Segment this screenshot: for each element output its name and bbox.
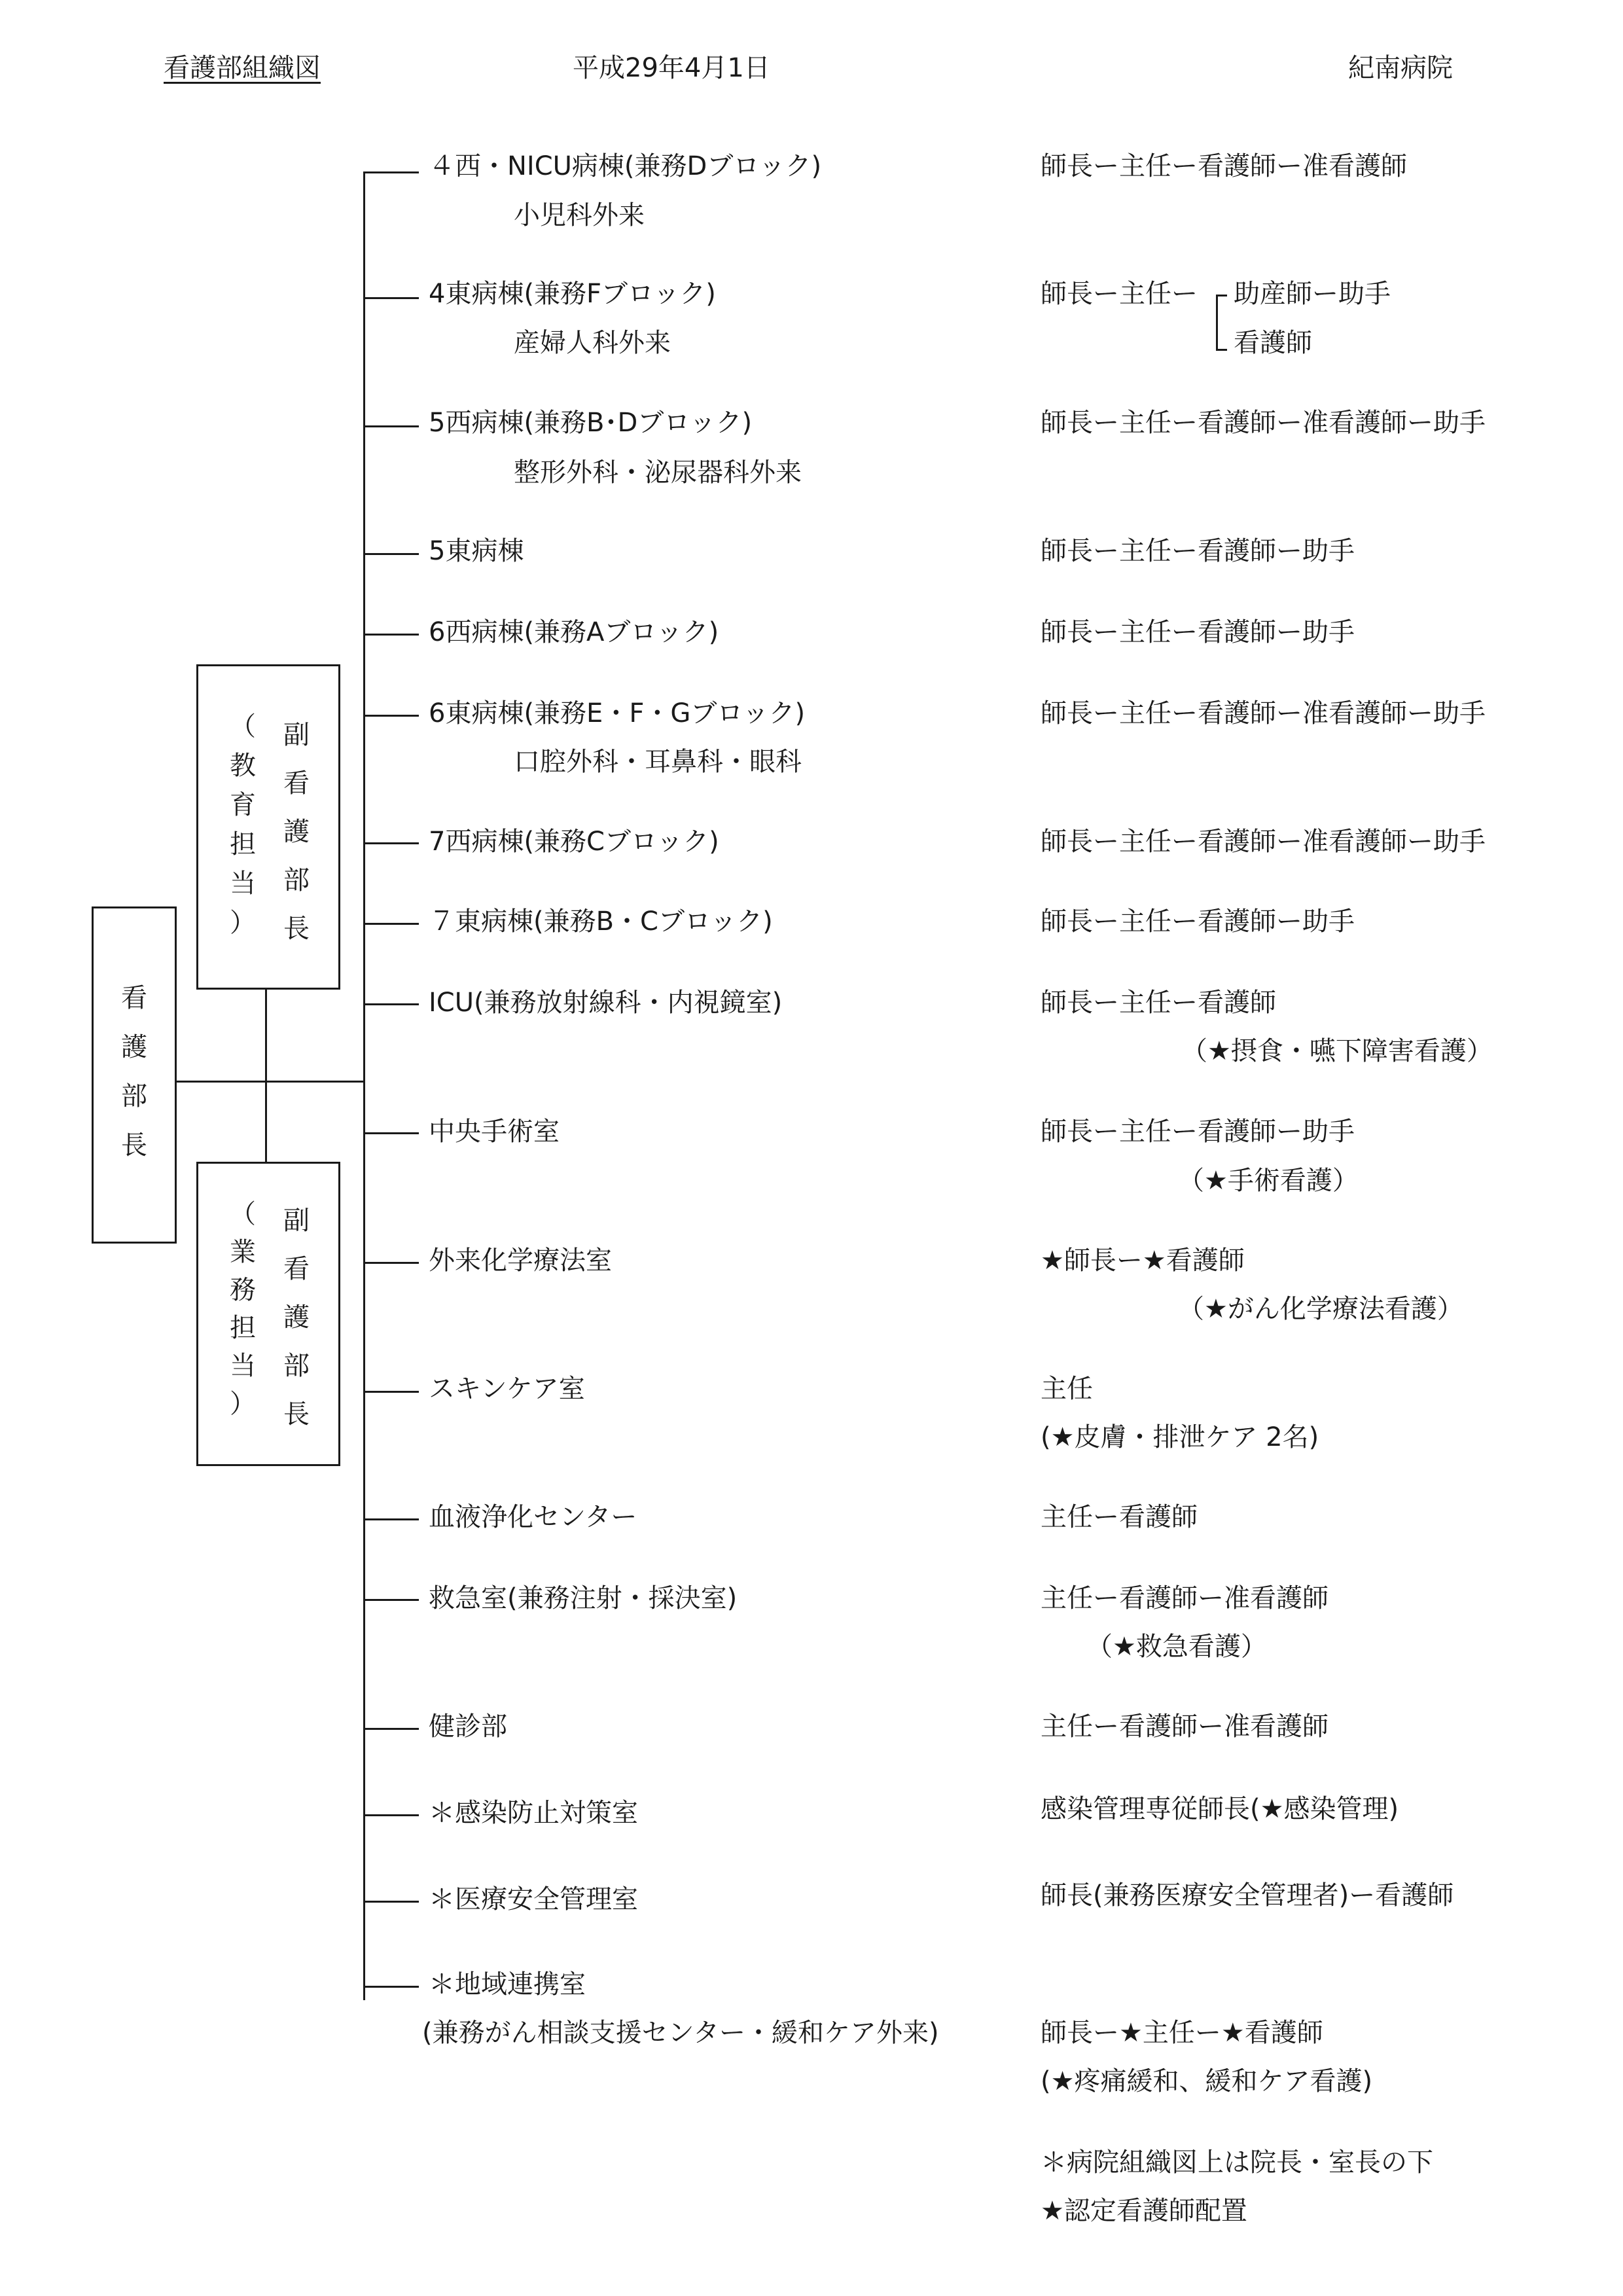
unit-staff: 主任: [1041, 1374, 1093, 1404]
unit-staff: 師長(兼務医療安全管理者)ー看護師: [1041, 1880, 1454, 1910]
chart-title: 看護部組織図: [164, 53, 321, 83]
unit-staff: 師長ー主任ー看護師ー准看護師ー助手: [1041, 698, 1486, 728]
branch-line: [363, 842, 419, 844]
unit-staff: 師長ー主任ー看護師ー助手: [1041, 536, 1355, 566]
branch-line: [363, 1814, 419, 1816]
unit-name: 健診部: [429, 1712, 507, 1742]
unit-sub: 口腔外科・耳鼻科・眼科: [514, 747, 802, 777]
unit-staff: 師長ー主任ー看護師ー助手: [1041, 906, 1355, 937]
unit-name: ＊地域連携室: [429, 1969, 586, 2000]
unit-name: ７東病棟(兼務B・Cブロック): [429, 906, 773, 937]
unit-name: ４西・NICU病棟(兼務Dブロック): [429, 151, 822, 181]
unit-name: 4東病棟(兼務Fブロック): [429, 279, 716, 309]
branch-line: [363, 425, 419, 427]
staff-branch-lower: 看護師: [1234, 328, 1312, 358]
unit-name: ICU(兼務放射線科・内視鏡室): [429, 988, 783, 1018]
unit-name: 血液浄化センター: [429, 1502, 637, 1532]
footnote-star: ★認定看護師配置: [1041, 2196, 1247, 2226]
branch-line: [363, 1599, 419, 1601]
unit-name: 6東病棟(兼務E・F・Gブロック): [429, 698, 806, 728]
hospital-name: 紀南病院: [1348, 53, 1453, 83]
branch-line: [363, 1262, 419, 1264]
unit-note: (★疼痛緩和、緩和ケア看護): [1041, 2066, 1373, 2096]
unit-sub: 小児科外来: [514, 200, 645, 230]
unit-name: 救急室(兼務注射・採決室): [429, 1583, 738, 1613]
unit-note: （★救急看護）: [1086, 1632, 1267, 1662]
unit-note: （★がん化学療法看護）: [1178, 1294, 1463, 1324]
unit-staff: 師長ー主任ー看護師ー助手: [1041, 1117, 1355, 1147]
branch-line: [363, 553, 419, 555]
main-trunk-line: [363, 171, 365, 2000]
unit-staff: 主任ー看護師ー准看護師: [1041, 1583, 1329, 1613]
deputy-operations-title: 副 看 護 部 長: [283, 1206, 310, 1429]
branch-line: [363, 715, 419, 717]
unit-staff: ★師長ー★看護師: [1041, 1246, 1245, 1276]
branch-line: [363, 1003, 419, 1005]
unit-staff: 主任ー看護師ー准看護師: [1041, 1712, 1329, 1742]
chief-connector-line: [175, 1081, 365, 1083]
branch-line: [363, 1518, 419, 1520]
unit-name: 7西病棟(兼務Cブロック): [429, 827, 719, 857]
unit-name: 外来化学療法室: [429, 1246, 612, 1276]
branch-line: [363, 1391, 419, 1393]
deputy-education-role: （ 教 育 担 当 ）: [230, 711, 256, 938]
branch-line: [363, 923, 419, 925]
unit-name: 中央手術室: [429, 1117, 560, 1147]
unit-staff: 感染管理専従師長(★感染管理): [1041, 1794, 1399, 1824]
deputy-operations-role: （ 業 務 担 当 ）: [230, 1199, 256, 1419]
unit-staff: 師長ー主任ー看護師ー准看護師ー助手: [1041, 408, 1486, 438]
branch-line: [363, 297, 419, 299]
branch-line: [363, 171, 419, 173]
deputy-connector-line: [265, 988, 267, 1162]
unit-name: ＊感染防止対策室: [429, 1798, 638, 1828]
unit-staff: 師長ー★主任ー★看護師: [1041, 2018, 1323, 2048]
unit-staff: 師長ー主任ー看護師ー助手: [1041, 617, 1355, 647]
unit-staff: 師長ー主任ー: [1041, 279, 1198, 309]
branch-line: [363, 1728, 419, 1730]
unit-staff: 師長ー主任ー看護師ー准看護師: [1041, 151, 1407, 181]
unit-sub: 整形外科・泌尿器科外来: [514, 457, 802, 488]
unit-sub: (兼務がん相談支援センター・緩和ケア外来): [422, 2018, 939, 2048]
unit-note: （★摂食・嚥下障害看護）: [1181, 1036, 1493, 1066]
footnote-asterisk: ＊病院組織図上は院長・室長の下: [1041, 2147, 1433, 2178]
unit-name: 5西病棟(兼務B･Dブロック): [429, 408, 753, 438]
unit-note: (★皮膚・排泄ケア 2名): [1041, 1422, 1319, 1452]
unit-note: （★手術看護）: [1178, 1166, 1359, 1196]
unit-staff: 師長ー主任ー看護師: [1041, 988, 1276, 1018]
branch-line: [363, 1132, 419, 1134]
effective-date: 平成29年4月1日: [573, 53, 770, 83]
staff-branch-upper: 助産師ー助手: [1234, 279, 1391, 309]
unit-staff: 師長ー主任ー看護師ー准看護師ー助手: [1041, 827, 1486, 857]
unit-name: スキンケア室: [429, 1374, 585, 1404]
chief-label: 看 護 部 長: [121, 983, 147, 1160]
branch-line: [363, 1901, 419, 1903]
deputy-education-title: 副 看 護 部 長: [283, 720, 310, 944]
unit-name: 6西病棟(兼務Aブロック): [429, 617, 719, 647]
staff-branch-bracket: [1216, 295, 1227, 351]
branch-line: [363, 1986, 419, 1988]
deputy-director-operations-box: [196, 1162, 340, 1466]
chief-nursing-director-box: [92, 906, 177, 1244]
branch-line: [363, 634, 419, 636]
deputy-director-education-box: [196, 664, 340, 990]
unit-name: ＊医療安全管理室: [429, 1884, 638, 1914]
unit-sub: 産婦人科外来: [514, 328, 671, 358]
unit-name: 5東病棟: [429, 536, 524, 566]
unit-staff: 主任ー看護師: [1041, 1502, 1198, 1532]
